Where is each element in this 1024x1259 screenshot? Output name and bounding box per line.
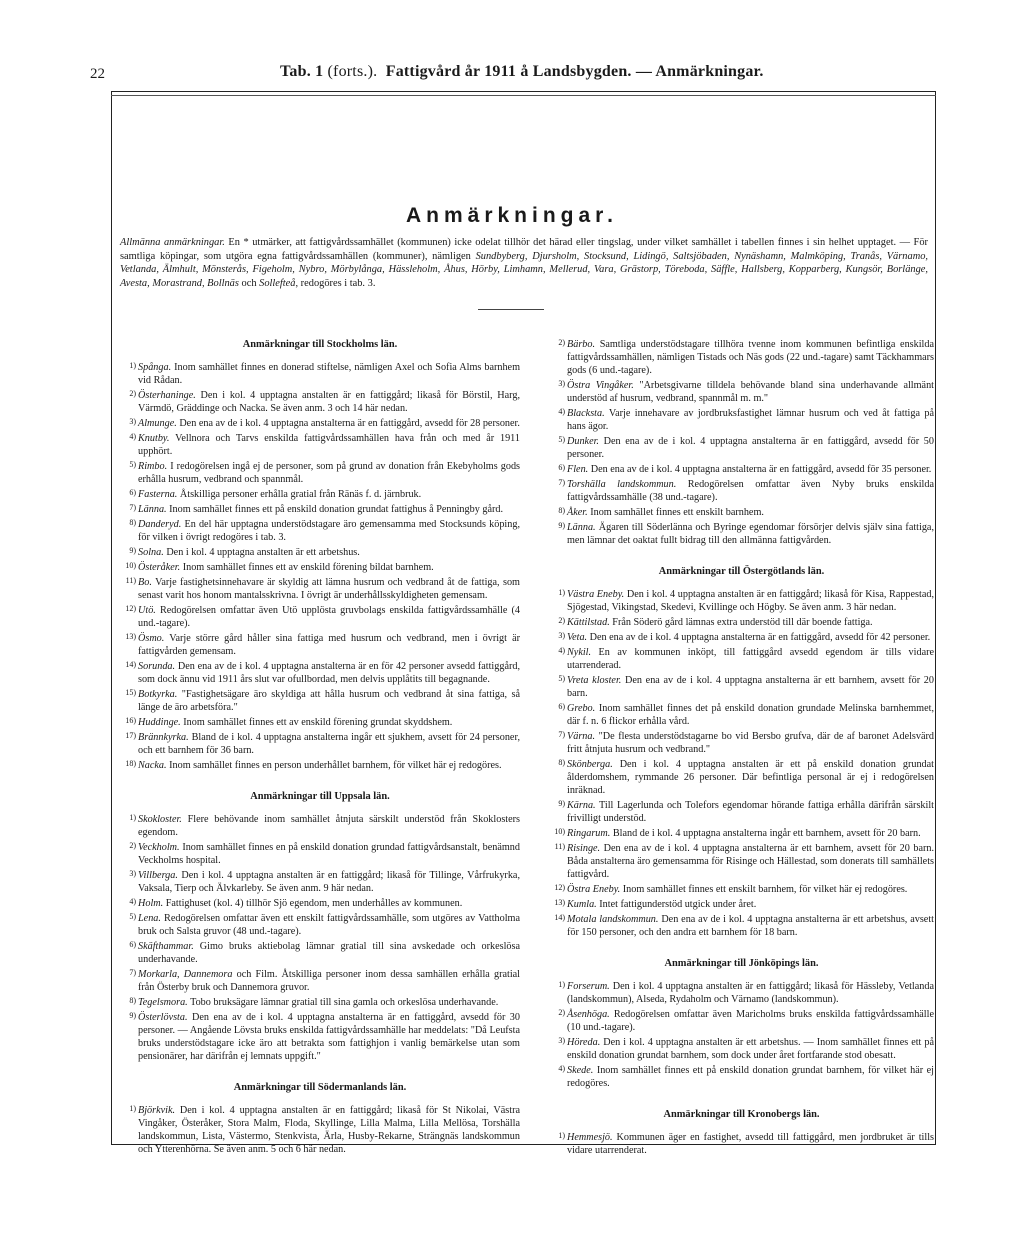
footnote-text: Den i kol. 4 upptagna anstalten är en fattiggård; likaså för Tillinge, Vårfrukyrka, Vaksala, Tierp och Älvkarleby. Se även anm. 9 här nedan. bbox=[138, 870, 520, 894]
footnote-number: 2) bbox=[129, 389, 136, 398]
footnote-place: Ösmo. bbox=[138, 633, 165, 644]
footnote-text: Redogörelsen omfattar även Utö upplösta gruvbolags enskilda fattigvårdssamhälle (4 und.-tagare). bbox=[138, 605, 520, 629]
footnote bbox=[549, 433, 934, 461]
section-title-ostergotland: Anmärkningar till Östergötlands län. bbox=[658, 566, 825, 577]
footnote bbox=[549, 700, 934, 728]
footnote bbox=[549, 911, 934, 939]
footnote bbox=[120, 574, 520, 602]
footnote-text: Från Söderö gård lämnas extra understöd till där boende fattiga. bbox=[609, 617, 873, 628]
footnote-number: 3) bbox=[558, 1036, 565, 1045]
footnote-text: Varje större gård håller sina fattiga med husrum och vedbrand, men i övrigt är fattigvården gemensam. bbox=[138, 633, 520, 657]
footnote-place: Utö. bbox=[138, 605, 156, 616]
footnote-place: Grebo. bbox=[567, 703, 596, 714]
section-title-stockholm: Anmärkningar till Stockholms län. bbox=[242, 339, 398, 350]
footnote-number: 9) bbox=[558, 799, 565, 808]
footnote-text: Den i kol. 4 upptagna anstalten är en fattiggård; likaså för Kisa, Rappestad, Sjögestad, Vikingstad, Skedevi, Kvillinge och Högby. Se även anm. 3 här nedan. bbox=[567, 589, 935, 613]
footnote bbox=[120, 658, 520, 686]
footnote-text: Redogörelsen omfattar även Maricholms bruks enskilda fattigvårdssamhälle (10 und.-tagare). bbox=[567, 1009, 934, 1033]
footnote bbox=[120, 966, 520, 994]
footnote-number: 1) bbox=[558, 980, 565, 989]
footnote-place: Fasterna. bbox=[138, 489, 178, 500]
footnote bbox=[120, 757, 520, 772]
footnote-number: 3) bbox=[129, 417, 136, 426]
footnote bbox=[120, 415, 520, 430]
footnote-number: 4) bbox=[558, 646, 565, 655]
footnote-place: Länna. bbox=[138, 504, 167, 515]
footnote bbox=[549, 405, 934, 433]
section-title-kronoberg: Anmärkningar till Kronobergs län. bbox=[663, 1109, 820, 1120]
footnote bbox=[549, 1034, 934, 1062]
footnote-text: Inom samhället finnes ett av enskild förening grundat skyddshem. bbox=[180, 717, 453, 728]
footnote-text: "Arbetsgivarne tilldela behövande bland sina underhavande allmänt understöd af husrum, vedbrand, spannmål m. m." bbox=[567, 380, 934, 404]
footnote-text: Inom samhället finnes ett enskilt barnhem, för vilket här ej redogöres. bbox=[620, 884, 908, 895]
footnote-number: 15) bbox=[125, 688, 136, 697]
footnote-place: Skokloster. bbox=[138, 814, 182, 825]
footnote-text: Den ena av de i kol. 4 upptagna anstalterna är ett barnhem, avsett för 20 barn. bbox=[567, 675, 934, 699]
footnote-text: Ägaren till Söderlänna och Byringe egendomar försörjer delvis själv sina fattiga, men lämnar det oaktat fullt bidrag till den allmänna fattigvården. bbox=[567, 522, 934, 546]
footnote-place: Blacksta. bbox=[567, 408, 605, 419]
footnote-place: Kättilstad. bbox=[567, 617, 610, 628]
footnote-place: Österåker. bbox=[138, 562, 181, 573]
footnote-text: Gimo bruks aktiebolag lämnar gratial till sina avskedade och orkeslösa underhavande. bbox=[138, 941, 520, 965]
footnote-text: och Film. Åtskilliga personer inom dessa samhällen erhålla gratial från Österby bruk och Dannemora gruvor. bbox=[138, 969, 521, 993]
footnote-number: 1) bbox=[558, 588, 565, 597]
footnote-text: Inom samhället finnes ett av enskild förening bildat barnhem. bbox=[180, 562, 434, 573]
footnote-place: Sorunda. bbox=[138, 661, 176, 672]
footnote bbox=[120, 430, 520, 458]
notes-sodermanland-cont bbox=[549, 336, 934, 547]
footnote bbox=[120, 686, 520, 714]
footnote-text: Den ena av de i kol. 4 upptagna anstalterna är en fattiggård, avsedd för 28 personer. bbox=[176, 418, 520, 429]
footnote-text: Den ena av de i kol. 4 upptagna anstalterna är ett barnhem, avsett för 20 barn. Båda anstalterna äro gemensamma för Risinge och Hällestad, som donerats till samhällets fattigvård. bbox=[567, 843, 934, 880]
footnote-place: Danderyd. bbox=[138, 519, 182, 530]
footnote bbox=[120, 994, 520, 1009]
footnote bbox=[120, 486, 520, 501]
footnote-number: 10) bbox=[125, 561, 136, 570]
footnote-number: 9) bbox=[558, 521, 565, 530]
frame-double-rule bbox=[111, 95, 936, 96]
section-title-sodermanland: Anmärkningar till Södermanlands län. bbox=[233, 1082, 407, 1093]
footnote-number: 7) bbox=[129, 503, 136, 512]
footnote-text: Inom samhället finnes en person underhållet barnhem, för vilket här ej redogöres. bbox=[166, 760, 502, 771]
footnote-place: Kumla. bbox=[567, 899, 597, 910]
footnote-text: I redogörelsen ingå ej de personer, som på grund av donation från Ekebyholms gods erhålla husrum, vedbrand och spannmål. bbox=[138, 461, 520, 485]
footnote-number: 6) bbox=[129, 940, 136, 949]
footnote-number: 13) bbox=[554, 898, 565, 907]
footnote-number: 7) bbox=[558, 730, 565, 739]
footnote bbox=[120, 910, 520, 938]
page-number: 22 bbox=[90, 66, 105, 82]
footnote-text: Den i kol. 4 upptagna anstalten är en fattiggård; likaså för Börstil, Harg, Värmdö, Gräddinge och Nacka. Se även anm. 3 och 14 här nedan. bbox=[138, 390, 520, 414]
footnote bbox=[549, 586, 934, 614]
footnote-place: Västra Eneby. bbox=[567, 589, 625, 600]
footnote-place: Risinge. bbox=[567, 843, 601, 854]
footnote-number: 7) bbox=[129, 968, 136, 977]
footnote bbox=[549, 644, 934, 672]
footnote-number: 12) bbox=[125, 604, 136, 613]
footnote-number: 4) bbox=[129, 432, 136, 441]
footnote-place: Björkvik. bbox=[138, 1105, 176, 1116]
footnote-place: Knutby. bbox=[138, 433, 170, 444]
footnote-place: Österlövsta. bbox=[138, 1012, 188, 1023]
section-title-uppsala: Anmärkningar till Uppsala län. bbox=[250, 791, 390, 802]
footnote-place: Dunker. bbox=[567, 436, 599, 447]
footnote-place: Villberga. bbox=[138, 870, 178, 881]
footnote bbox=[549, 476, 934, 504]
section-title-jonkoping: Anmärkningar till Jönköpings län. bbox=[664, 958, 819, 969]
footnote bbox=[549, 728, 934, 756]
footnote-text: "Fastighetsägare äro skyldiga att hålla husrum och vedbrand åt sina fattiga, så länge de äro arbetsföra." bbox=[138, 689, 520, 713]
footnote-text: Vellnora och Tarvs enskilda fattigvårdssamhällen hava från och med år 1911 upphört. bbox=[138, 433, 520, 457]
left-column bbox=[120, 336, 520, 1156]
footnote-text: Den ena av de i kol. 4 upptagna anstalterna är en fattiggård, avsedd för 30 personer. — Angående Lövsta bruks enskilda fattigvårdssamhälle har meddelats: "Då Leufsta bruks understödstagare icke äro att betrakta som fattighjon i vanlig bemärkelse utan som pensionärer, har därifrån ej lemnats uppgift." bbox=[138, 1012, 520, 1062]
general-remarks-text: En * utmärker, att fattigvårdssamhället (kommunen) icke odelat tillhör det härad eller tingslag, under vilket samhället i tabellen finnes i sin helhet upptaget. — För samtliga köpingar, som utgöra egna fattigvårdssamhällen (kommuner), nämligen bbox=[120, 237, 928, 262]
notes-kronoberg bbox=[549, 1129, 934, 1157]
footnote bbox=[120, 729, 520, 757]
footnote-text: Åtskilliga personer erhålla gratial från Ränäs f. d. järnbruk. bbox=[177, 489, 422, 500]
footnote-number: 6) bbox=[558, 702, 565, 711]
footnote-place: Bärbo. bbox=[567, 339, 596, 350]
footnote-number: 18) bbox=[125, 759, 136, 768]
footnote-text: Inom samhället finnes en på enskild donation grundad fattigvårdsanstalt, benämnd Veckholms hospital. bbox=[138, 842, 520, 866]
footnote-number: 4) bbox=[558, 1064, 565, 1073]
footnote-text: Den ena av de i kol. 4 upptagna anstalterna är en fattiggård, avsedd för 50 personer. bbox=[567, 436, 934, 460]
footnote-place: Österhaninge. bbox=[138, 390, 196, 401]
footnote-place: Solna. bbox=[138, 547, 164, 558]
footnote-text: Flere behövande inom samhället åtnjuta särskilt understöd från Skoklosters egendom. bbox=[138, 814, 520, 838]
footnote bbox=[120, 811, 520, 839]
footnote-place: Länna. bbox=[567, 522, 596, 533]
running-title: Fattigvård år 1911 å Landsbygden. — Anmärkningar. bbox=[385, 63, 764, 80]
footnote-number: 2) bbox=[558, 338, 565, 347]
footnote bbox=[120, 559, 520, 574]
footnote bbox=[549, 519, 934, 547]
footnote-place: Östra Eneby. bbox=[567, 884, 621, 895]
footnote-text: Inom samhället finnes en donerad stiftelse, nämligen Axel och Sofia Alms barnhem vid Rådan. bbox=[138, 362, 520, 386]
table-forts: (forts.). bbox=[327, 63, 378, 80]
footnote-place: Ringarum. bbox=[567, 828, 611, 839]
footnote-number: 8) bbox=[558, 506, 565, 515]
footnote-number: 7) bbox=[558, 478, 565, 487]
footnote bbox=[120, 458, 520, 486]
footnote-number: 1) bbox=[129, 1104, 136, 1113]
footnote bbox=[549, 614, 934, 629]
footnote-text: Varje innehavare av jordbruksfastighet lämnar husrum och ved åt fattiga på hans ägor. bbox=[567, 408, 934, 432]
footnote-place: Lena. bbox=[138, 913, 161, 924]
footnote-number: 10) bbox=[554, 827, 565, 836]
footnote-number: 12) bbox=[554, 883, 565, 892]
footnote-text: Varje fastighetsinnehavare är skyldig att lämna husrum och vedbrand åt de fattiga, som senast varit hos honom mantalsskrivna. I övrigt är underhållsskyldigheten gemensam. bbox=[138, 577, 520, 601]
footnote-number: 5) bbox=[558, 435, 565, 444]
footnote-place: Åker. bbox=[567, 507, 588, 518]
footnote-text: Den i kol. 4 upptagna anstalten är en fattiggård; likaså för Hässleby, Vetlanda (landskommun), Alseda, Rydaholm och Värnamo (landskommun). bbox=[567, 981, 934, 1005]
footnote-place: Rimbo. bbox=[138, 461, 168, 472]
footnote-number: 3) bbox=[558, 379, 565, 388]
footnote-number: 1) bbox=[129, 813, 136, 822]
footnote bbox=[120, 714, 520, 729]
footnote-number: 16) bbox=[125, 716, 136, 725]
footnote-place: Östra Vingåker. bbox=[567, 380, 634, 391]
footnote bbox=[549, 1129, 934, 1157]
general-remarks-places: Sundbyberg, Djursholm, Stocksund, Lidingö, Saltsjöbaden, Nynäshamn, Malmköping, Tranås, Värnamo, Vetlanda, Älmhult, Mönsterås, Figeholm, Nybro, Mörbylånga, Hässleholm, Åhus, Hörby, Limhamn, Mellerud, Vara, Grästorp, Töreboda, Säffle, Hallsberg, Kopparberg, Kungsör, Borlänge, Avesta, Morastrand, Bollnäs bbox=[120, 250, 928, 289]
footnote-text: Inom samhället finnes det på enskild donation grundade Melinska barnhemmet, där f. n. 6 flickor erhålla vård. bbox=[567, 703, 934, 727]
footnote-place: Botkyrka. bbox=[138, 689, 178, 700]
footnote-number: 9) bbox=[129, 546, 136, 555]
footnote bbox=[120, 630, 520, 658]
footnote-number: 9) bbox=[129, 1011, 136, 1020]
footnote-number: 14) bbox=[125, 660, 136, 669]
footnote bbox=[120, 359, 520, 387]
footnote-place: Holm. bbox=[138, 898, 164, 909]
footnote-number: 2) bbox=[129, 841, 136, 850]
footnote-text: Den i kol. 4 upptagna anstalten är ett arbetshus. — Inom samhället finnes ett på enskild donation grundat barnhem, som dock under året fortfarande stod obesatt. bbox=[567, 1037, 934, 1061]
general-remarks-place-last: Sollefteå bbox=[259, 277, 296, 289]
footnote-text: Inom samhället finnes ett på enskild donation grundat barnhem, för vilket här ej redogöres. bbox=[567, 1065, 934, 1089]
footnote-text: Redogörelsen omfattar även Nyby bruks enskilda fattigvårdssamhälle (38 und.-tagare). bbox=[567, 479, 934, 503]
footnote-place: Brännkyrka. bbox=[138, 732, 189, 743]
general-remarks bbox=[120, 236, 928, 290]
footnote-place: Veckholm. bbox=[138, 842, 180, 853]
footnote bbox=[549, 881, 934, 896]
footnote bbox=[120, 1009, 520, 1063]
general-remarks-and: och bbox=[238, 277, 260, 289]
footnote bbox=[120, 501, 520, 516]
notes-stockholm bbox=[120, 359, 520, 772]
footnote-number: 2) bbox=[558, 1008, 565, 1017]
footnote bbox=[549, 797, 934, 825]
footnote-place: Bo. bbox=[138, 577, 152, 588]
footnote-place: Höreda. bbox=[567, 1037, 601, 1048]
footnote-number: 6) bbox=[129, 488, 136, 497]
footnote bbox=[549, 377, 934, 405]
footnote-number: 8) bbox=[129, 518, 136, 527]
footnote bbox=[549, 629, 934, 644]
footnote-number: 4) bbox=[129, 897, 136, 906]
footnote bbox=[120, 387, 520, 415]
footnote-place: Torshälla landskommun. bbox=[567, 479, 677, 490]
footnote bbox=[549, 840, 934, 881]
running-head bbox=[280, 63, 764, 81]
general-remarks-end: , redogöres i tab. 3. bbox=[295, 277, 376, 289]
footnote bbox=[549, 672, 934, 700]
footnote-text: Fattighuset (kol. 4) tillhör Sjö egendom, men underhålles av kommunen. bbox=[163, 898, 463, 909]
footnote bbox=[549, 896, 934, 911]
footnote-text: En av kommunen inköpt, till fattiggård avsedd egendom är tills vidare utarrenderad. bbox=[567, 647, 934, 671]
notes-sodermanland bbox=[120, 1102, 520, 1156]
footnote-place: Almunge. bbox=[138, 418, 177, 429]
main-title: Anmärkningar. bbox=[405, 204, 619, 227]
footnote-place: Värna. bbox=[567, 731, 596, 742]
footnote-number: 8) bbox=[558, 758, 565, 767]
footnote-text: Till Lagerlunda och Tolefors egendomar hörande fattiga erhålla därifrån särskilt frivilligt understöd. bbox=[567, 800, 934, 824]
footnote-text: Den ena av de i kol. 4 upptagna anstalterna är en fattiggård, avsedd för 35 personer. bbox=[588, 464, 932, 475]
footnote-place: Nacka. bbox=[138, 760, 167, 771]
footnote-text: Samtliga understödstagare tillhöra tvenne inom kommunen befintliga enskilda fattigvårdssamhällen, nämligen Tistads och Näs gods (22 und.-tagare) samt Täckhammars gods (6 und.-tagare). bbox=[567, 339, 934, 376]
footnote bbox=[120, 895, 520, 910]
footnote-number: 3) bbox=[558, 631, 565, 640]
footnote-text: Bland de i kol. 4 upptagna anstalterna ingår ett barnhem, avsett för 20 barn. bbox=[610, 828, 921, 839]
footnote bbox=[549, 1006, 934, 1034]
footnote bbox=[549, 504, 934, 519]
footnote-number: 1) bbox=[129, 361, 136, 370]
footnote-place: Vreta kloster. bbox=[567, 675, 622, 686]
footnote bbox=[549, 825, 934, 840]
footnote-text: Redogörelsen omfattar även ett enskilt fattigvårdssamhälle, som utgöres av Vattholma bruk och Salsta gruvor (48 und.-tagare). bbox=[138, 913, 520, 937]
footnote-number: 3) bbox=[129, 869, 136, 878]
right-column bbox=[549, 336, 934, 1157]
footnote bbox=[549, 1062, 934, 1090]
footnote bbox=[120, 938, 520, 966]
footnote-number: 4) bbox=[558, 407, 565, 416]
table-ref: Tab. 1 bbox=[280, 63, 324, 80]
footnote-text: Kommunen äger en fastighet, avsedd till fattiggård, men jordbruket är tills vidare utarrenderat. bbox=[567, 1132, 934, 1156]
footnote-place: Hemmesjö. bbox=[567, 1132, 613, 1143]
footnote-number: 5) bbox=[129, 460, 136, 469]
footnote bbox=[120, 867, 520, 895]
footnote-text: Den ena av de i kol. 4 upptagna anstalterna är ett arbetshus, avsett för 150 personer, och den andra ett barnhem för 18 barn. bbox=[567, 914, 934, 938]
footnote-text: Den i kol. 4 upptagna anstalten är ett på enskild donation grundat ålderdomshem, rymmande 26 personer. Där befintliga personal är ej i redogörelsen inräknad. bbox=[567, 759, 934, 796]
footnote-place: Veta. bbox=[567, 632, 588, 643]
footnote-number: 13) bbox=[125, 632, 136, 641]
footnote-number: 11) bbox=[125, 576, 136, 585]
notes-uppsala bbox=[120, 811, 520, 1063]
footnote-place: Motala landskommun. bbox=[567, 914, 659, 925]
footnote bbox=[120, 516, 520, 544]
footnote-text: Inom samhället finnes ett enskilt barnhem. bbox=[587, 507, 764, 518]
general-remarks-lead: Allmänna anmärkningar. bbox=[120, 237, 225, 248]
footnote bbox=[120, 839, 520, 867]
footnote-place: Skönberga. bbox=[567, 759, 613, 770]
footnote-number: 8) bbox=[129, 996, 136, 1005]
footnote-text: Den i kol. 4 upptagna anstalten är ett arbetshus. bbox=[163, 547, 360, 558]
footnote-place: Nykil. bbox=[567, 647, 592, 658]
footnote-number: 17) bbox=[125, 731, 136, 740]
footnote-text: Inom samhället finnes ett på enskild donation grundat fattighus å Penningby gård. bbox=[166, 504, 503, 515]
footnote-text: Den ena av de i kol. 4 upptagna anstalterna är en för 42 personer avsedd fattiggård, som dock ännu vid 1911 års slut var ofullbordad, men delvis upplåtits till begagnande. bbox=[138, 661, 520, 685]
section-divider bbox=[478, 309, 544, 310]
footnote-place: Forserum. bbox=[567, 981, 610, 992]
footnote-text: Bland de i kol. 4 upptagna anstalterna ingår ett sjukhem, avsett för 24 personer, och ett barnhem för 36 barn. bbox=[138, 732, 520, 756]
footnote-number: 5) bbox=[129, 912, 136, 921]
footnote-text: Den ena av de i kol. 4 upptagna anstalterna är en fattiggård, avsedd för 42 personer. bbox=[587, 632, 931, 643]
footnote-place: Morkarla, Dannemora bbox=[138, 969, 233, 980]
footnote-text: En del här upptagna understödstagare äro gemensamma med Stocksunds köping, för vilken i övrigt redogöres i tab. 3. bbox=[138, 519, 520, 543]
footnote bbox=[549, 461, 934, 476]
footnote bbox=[549, 336, 934, 377]
footnote bbox=[120, 544, 520, 559]
footnote-place: Skede. bbox=[567, 1065, 594, 1076]
footnote-place: Tegelsmora. bbox=[138, 997, 188, 1008]
notes-ostergotland bbox=[549, 586, 934, 939]
footnote bbox=[120, 1102, 520, 1156]
footnote-place: Huddinge. bbox=[138, 717, 181, 728]
footnote-text: "De flesta understödstagarne bo vid Bersbo grufva, där de af baronet Adelsvärd fritt åtnjuta husrum och vedbrand." bbox=[567, 731, 934, 755]
footnote-number: 14) bbox=[554, 913, 565, 922]
footnote-place: Flen. bbox=[567, 464, 589, 475]
footnote-text: Intet fattigunderstöd utgick under året. bbox=[596, 899, 757, 910]
footnote bbox=[120, 602, 520, 630]
footnote-place: Spånga. bbox=[138, 362, 172, 373]
footnote-number: 1) bbox=[558, 1131, 565, 1140]
footnote-text: Den i kol. 4 upptagna anstalten är en fattiggård; likaså för St Nikolai, Västra Vingåker, Österåker, Stora Malm, Floda, Skyllinge, Lilla Malma, Lilla Mellösa, Torshälla landskommun, Lista, Västermo, Stenkvista, Ärla, Husby-Rekarne, Strängnäs landskommun och Ytterenhörna. Se även anm. 5 och 6 här nedan. bbox=[138, 1105, 520, 1155]
footnote-place: Skäfthammar. bbox=[138, 941, 194, 952]
footnote-number: 2) bbox=[558, 616, 565, 625]
notes-jonkoping bbox=[549, 978, 934, 1090]
footnote-place: Åsenhöga. bbox=[567, 1009, 610, 1020]
footnote-text: Tobo bruksägare lämnar gratial till sina gamla och orkeslösa underhavande. bbox=[187, 997, 499, 1008]
footnote-number: 5) bbox=[558, 674, 565, 683]
footnote-number: 6) bbox=[558, 463, 565, 472]
footnote-place: Kärna. bbox=[567, 800, 596, 811]
footnote bbox=[549, 756, 934, 797]
footnote-number: 11) bbox=[554, 842, 565, 851]
footnote bbox=[549, 978, 934, 1006]
